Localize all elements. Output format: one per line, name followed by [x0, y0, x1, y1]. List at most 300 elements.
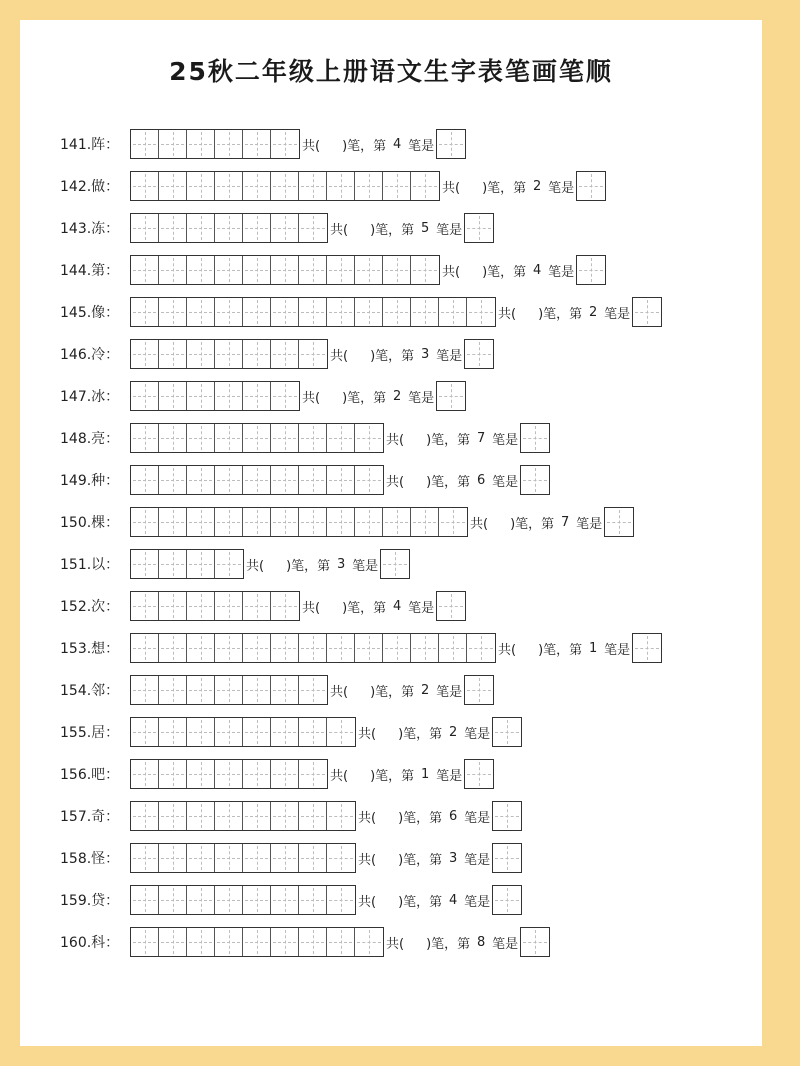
- writing-cell[interactable]: [411, 172, 439, 200]
- stroke-question: [330, 765, 462, 784]
- total-suffix: )笔，第: [370, 222, 415, 238]
- writing-cell[interactable]: [411, 298, 439, 326]
- answer-box[interactable]: [520, 423, 550, 453]
- writing-cell[interactable]: [187, 214, 215, 242]
- writing-cell[interactable]: [131, 634, 159, 662]
- writing-cell[interactable]: [355, 508, 383, 536]
- writing-cell[interactable]: [299, 634, 327, 662]
- stroke-order-grid[interactable]: [130, 171, 440, 201]
- row-label: 152.次：: [60, 599, 120, 615]
- writing-cell[interactable]: [327, 466, 355, 494]
- total-suffix: )笔，第: [286, 558, 331, 574]
- writing-cell[interactable]: [299, 718, 327, 746]
- row-label: 159.贷：: [60, 893, 120, 909]
- stroke-number: 8: [477, 934, 486, 950]
- writing-cell[interactable]: [243, 592, 271, 620]
- stroke-order-grid[interactable]: [130, 465, 384, 495]
- writing-cell[interactable]: [243, 928, 271, 956]
- answer-box[interactable]: [576, 255, 606, 285]
- writing-cell[interactable]: [215, 130, 243, 158]
- stroke-order-grid[interactable]: [130, 255, 440, 285]
- stroke-number: 7: [477, 430, 486, 446]
- stroke-suffix: 笔是: [492, 936, 519, 952]
- row-label: 150.棵：: [60, 515, 120, 531]
- stroke-order-grid[interactable]: [130, 423, 384, 453]
- writing-cell[interactable]: [243, 382, 271, 410]
- row-label: 158.怪：: [60, 851, 120, 867]
- writing-cell[interactable]: [131, 508, 159, 536]
- row-label: 160.科：: [60, 935, 120, 951]
- writing-cell[interactable]: [159, 172, 187, 200]
- writing-cell[interactable]: [215, 550, 243, 578]
- writing-cell[interactable]: [131, 928, 159, 956]
- writing-cell[interactable]: [439, 634, 467, 662]
- writing-cell[interactable]: [299, 298, 327, 326]
- stroke-number: 6: [449, 808, 458, 824]
- stroke-number: 4: [449, 892, 458, 908]
- writing-cell[interactable]: [159, 928, 187, 956]
- writing-cell[interactable]: [243, 634, 271, 662]
- writing-cell[interactable]: [131, 214, 159, 242]
- answer-box[interactable]: [492, 843, 522, 873]
- writing-cell[interactable]: [159, 592, 187, 620]
- answer-box[interactable]: [520, 465, 550, 495]
- writing-cell[interactable]: [327, 256, 355, 284]
- writing-cell[interactable]: [243, 676, 271, 704]
- writing-cell[interactable]: [131, 718, 159, 746]
- writing-cell[interactable]: [299, 340, 327, 368]
- total-suffix: )笔，第: [342, 138, 387, 154]
- stroke-question: [302, 597, 434, 616]
- writing-cell[interactable]: [299, 928, 327, 956]
- stroke-suffix: 笔是: [436, 348, 463, 364]
- character-row: [60, 884, 522, 916]
- total-prefix: 共(: [386, 432, 405, 448]
- stroke-suffix: 笔是: [436, 768, 463, 784]
- writing-cell[interactable]: [271, 256, 299, 284]
- writing-cell[interactable]: [215, 592, 243, 620]
- writing-cell[interactable]: [187, 592, 215, 620]
- writing-cell[interactable]: [131, 802, 159, 830]
- writing-cell[interactable]: [299, 172, 327, 200]
- writing-cell[interactable]: [271, 928, 299, 956]
- writing-cell[interactable]: [187, 382, 215, 410]
- total-suffix: )笔，第: [398, 810, 443, 826]
- character-row: [60, 506, 634, 538]
- writing-cell[interactable]: [355, 256, 383, 284]
- stroke-number: 7: [561, 514, 570, 530]
- stroke-order-grid[interactable]: [130, 633, 496, 663]
- writing-cell[interactable]: [131, 844, 159, 872]
- character-row: [60, 842, 522, 874]
- writing-cell[interactable]: [187, 466, 215, 494]
- writing-cell[interactable]: [271, 508, 299, 536]
- stroke-number: 4: [393, 598, 402, 614]
- total-suffix: )笔，第: [342, 600, 387, 616]
- total-suffix: )笔，第: [426, 432, 471, 448]
- answer-box[interactable]: [436, 591, 466, 621]
- writing-cell[interactable]: [131, 298, 159, 326]
- writing-cell[interactable]: [243, 508, 271, 536]
- answer-box[interactable]: [436, 129, 466, 159]
- total-prefix: 共(: [330, 684, 349, 700]
- writing-cell[interactable]: [215, 886, 243, 914]
- writing-cell[interactable]: [131, 760, 159, 788]
- answer-box[interactable]: [492, 885, 522, 915]
- writing-cell[interactable]: [215, 340, 243, 368]
- writing-cell[interactable]: [299, 256, 327, 284]
- writing-cell[interactable]: [467, 634, 495, 662]
- writing-cell[interactable]: [187, 718, 215, 746]
- writing-cell[interactable]: [327, 802, 355, 830]
- stroke-suffix: 笔是: [492, 474, 519, 490]
- answer-box[interactable]: [576, 171, 606, 201]
- character-row: [60, 380, 466, 412]
- writing-cell[interactable]: [411, 634, 439, 662]
- stroke-number: 3: [337, 556, 346, 572]
- stroke-question: [302, 387, 434, 406]
- total-prefix: 共(: [470, 516, 489, 532]
- character-row: [60, 758, 494, 790]
- writing-cell[interactable]: [215, 760, 243, 788]
- writing-cell[interactable]: [131, 382, 159, 410]
- writing-cell[interactable]: [327, 508, 355, 536]
- total-suffix: )笔，第: [398, 852, 443, 868]
- writing-cell[interactable]: [159, 508, 187, 536]
- writing-cell[interactable]: [215, 718, 243, 746]
- writing-cell[interactable]: [327, 298, 355, 326]
- writing-cell[interactable]: [271, 340, 299, 368]
- writing-cell[interactable]: [271, 718, 299, 746]
- row-label: 149.种：: [60, 473, 120, 489]
- writing-cell[interactable]: [271, 130, 299, 158]
- total-prefix: 共(: [386, 936, 405, 952]
- writing-cell[interactable]: [159, 382, 187, 410]
- total-suffix: )笔，第: [398, 894, 443, 910]
- writing-cell[interactable]: [299, 214, 327, 242]
- writing-cell[interactable]: [299, 886, 327, 914]
- writing-cell[interactable]: [411, 256, 439, 284]
- writing-cell[interactable]: [187, 550, 215, 578]
- writing-cell[interactable]: [187, 508, 215, 536]
- row-label: 157.奇：: [60, 809, 120, 825]
- writing-cell[interactable]: [243, 172, 271, 200]
- writing-cell[interactable]: [299, 424, 327, 452]
- writing-cell[interactable]: [187, 802, 215, 830]
- writing-cell[interactable]: [187, 130, 215, 158]
- answer-box[interactable]: [604, 507, 634, 537]
- stroke-suffix: 笔是: [576, 516, 603, 532]
- writing-cell[interactable]: [327, 634, 355, 662]
- writing-cell[interactable]: [159, 634, 187, 662]
- writing-cell[interactable]: [243, 298, 271, 326]
- stroke-question: [358, 849, 490, 868]
- answer-box[interactable]: [632, 297, 662, 327]
- character-row: [60, 590, 466, 622]
- writing-cell[interactable]: [131, 676, 159, 704]
- stroke-order-grid[interactable]: [130, 339, 328, 369]
- stroke-number: 1: [421, 766, 430, 782]
- row-label: 154.邻：: [60, 683, 120, 699]
- stroke-number: 2: [533, 178, 542, 194]
- writing-cell[interactable]: [327, 928, 355, 956]
- total-prefix: 共(: [330, 222, 349, 238]
- writing-cell[interactable]: [439, 508, 467, 536]
- writing-cell[interactable]: [131, 424, 159, 452]
- character-row: [60, 338, 494, 370]
- stroke-order-grid[interactable]: [130, 759, 328, 789]
- writing-cell[interactable]: [299, 676, 327, 704]
- stroke-suffix: 笔是: [464, 810, 491, 826]
- writing-cell[interactable]: [187, 844, 215, 872]
- stroke-number: 3: [421, 346, 430, 362]
- writing-cell[interactable]: [327, 718, 355, 746]
- writing-cell[interactable]: [215, 214, 243, 242]
- character-row: [60, 464, 550, 496]
- writing-cell[interactable]: [131, 130, 159, 158]
- page-title: 25秋二年级上册语文生字表笔画笔顺: [169, 57, 613, 86]
- writing-cell[interactable]: [327, 424, 355, 452]
- stroke-suffix: 笔是: [464, 726, 491, 742]
- character-row: [60, 128, 466, 160]
- writing-cell[interactable]: [383, 508, 411, 536]
- writing-cell[interactable]: [383, 634, 411, 662]
- writing-cell[interactable]: [159, 886, 187, 914]
- writing-cell[interactable]: [215, 298, 243, 326]
- writing-cell[interactable]: [159, 340, 187, 368]
- total-suffix: )笔，第: [370, 768, 415, 784]
- writing-cell[interactable]: [159, 676, 187, 704]
- writing-cell[interactable]: [215, 466, 243, 494]
- stroke-suffix: 笔是: [548, 264, 575, 280]
- writing-cell[interactable]: [131, 340, 159, 368]
- writing-cell[interactable]: [271, 676, 299, 704]
- character-row: [60, 632, 662, 664]
- total-prefix: 共(: [330, 348, 349, 364]
- character-row: [60, 674, 494, 706]
- stroke-suffix: 笔是: [436, 222, 463, 238]
- writing-cell[interactable]: [215, 256, 243, 284]
- writing-cell[interactable]: [159, 550, 187, 578]
- character-row: [60, 548, 410, 580]
- writing-cell[interactable]: [299, 760, 327, 788]
- writing-cell[interactable]: [299, 844, 327, 872]
- total-suffix: )笔，第: [342, 390, 387, 406]
- writing-cell[interactable]: [271, 298, 299, 326]
- writing-cell[interactable]: [131, 256, 159, 284]
- writing-cell[interactable]: [383, 172, 411, 200]
- row-label: 145.像：: [60, 305, 120, 321]
- character-row: [60, 170, 606, 202]
- answer-box[interactable]: [492, 801, 522, 831]
- writing-cell[interactable]: [187, 298, 215, 326]
- writing-cell[interactable]: [383, 256, 411, 284]
- writing-cell[interactable]: [271, 760, 299, 788]
- total-suffix: )笔，第: [482, 264, 527, 280]
- writing-cell[interactable]: [299, 802, 327, 830]
- writing-cell[interactable]: [411, 508, 439, 536]
- writing-cell[interactable]: [187, 676, 215, 704]
- writing-cell[interactable]: [383, 298, 411, 326]
- character-row: [60, 800, 522, 832]
- stroke-order-grid[interactable]: [130, 507, 468, 537]
- writing-cell[interactable]: [159, 760, 187, 788]
- writing-cell[interactable]: [243, 424, 271, 452]
- writing-cell[interactable]: [467, 298, 495, 326]
- writing-cell[interactable]: [215, 676, 243, 704]
- writing-cell[interactable]: [187, 886, 215, 914]
- writing-cell[interactable]: [355, 634, 383, 662]
- total-prefix: 共(: [302, 600, 321, 616]
- writing-cell[interactable]: [243, 844, 271, 872]
- writing-cell[interactable]: [187, 634, 215, 662]
- writing-cell[interactable]: [187, 760, 215, 788]
- writing-cell[interactable]: [187, 424, 215, 452]
- stroke-question: [386, 933, 518, 952]
- writing-cell[interactable]: [159, 298, 187, 326]
- writing-cell[interactable]: [355, 172, 383, 200]
- writing-cell[interactable]: [215, 928, 243, 956]
- writing-cell[interactable]: [299, 508, 327, 536]
- character-row: [60, 254, 606, 286]
- stroke-order-grid[interactable]: [130, 675, 328, 705]
- total-suffix: )笔，第: [398, 726, 443, 742]
- stroke-order-grid[interactable]: [130, 885, 356, 915]
- writing-cell[interactable]: [159, 844, 187, 872]
- writing-cell[interactable]: [355, 466, 383, 494]
- total-prefix: 共(: [330, 768, 349, 784]
- writing-cell[interactable]: [187, 256, 215, 284]
- writing-cell[interactable]: [243, 256, 271, 284]
- writing-cell[interactable]: [243, 130, 271, 158]
- stroke-order-grid[interactable]: [130, 591, 300, 621]
- writing-cell[interactable]: [159, 466, 187, 494]
- answer-box[interactable]: [464, 759, 494, 789]
- stroke-order-grid[interactable]: [130, 129, 300, 159]
- answer-box[interactable]: [520, 927, 550, 957]
- stroke-order-grid[interactable]: [130, 297, 496, 327]
- stroke-number: 2: [449, 724, 458, 740]
- total-prefix: 共(: [246, 558, 265, 574]
- writing-cell[interactable]: [243, 886, 271, 914]
- writing-cell[interactable]: [271, 802, 299, 830]
- writing-cell[interactable]: [271, 466, 299, 494]
- writing-cell[interactable]: [271, 382, 299, 410]
- writing-cell[interactable]: [271, 844, 299, 872]
- writing-cell[interactable]: [187, 172, 215, 200]
- answer-box[interactable]: [464, 339, 494, 369]
- writing-cell[interactable]: [159, 256, 187, 284]
- writing-cell[interactable]: [271, 172, 299, 200]
- writing-cell[interactable]: [215, 382, 243, 410]
- stroke-suffix: 笔是: [408, 600, 435, 616]
- total-suffix: )笔，第: [426, 474, 471, 490]
- writing-cell[interactable]: [159, 802, 187, 830]
- total-prefix: 共(: [358, 726, 377, 742]
- writing-cell[interactable]: [439, 298, 467, 326]
- answer-box[interactable]: [464, 675, 494, 705]
- stroke-suffix: 笔是: [352, 558, 379, 574]
- character-row: [60, 212, 494, 244]
- stroke-order-grid[interactable]: [130, 213, 328, 243]
- stroke-question: [246, 555, 378, 574]
- total-prefix: 共(: [442, 180, 461, 196]
- writing-cell[interactable]: [355, 424, 383, 452]
- writing-cell[interactable]: [243, 466, 271, 494]
- stroke-order-grid[interactable]: [130, 717, 356, 747]
- writing-cell[interactable]: [159, 718, 187, 746]
- writing-cell[interactable]: [187, 340, 215, 368]
- writing-cell[interactable]: [243, 718, 271, 746]
- writing-cell[interactable]: [131, 172, 159, 200]
- writing-cell[interactable]: [355, 298, 383, 326]
- writing-cell[interactable]: [243, 802, 271, 830]
- total-suffix: )笔，第: [538, 306, 583, 322]
- writing-cell[interactable]: [215, 424, 243, 452]
- writing-cell[interactable]: [271, 424, 299, 452]
- writing-cell[interactable]: [327, 844, 355, 872]
- stroke-order-grid[interactable]: [130, 927, 384, 957]
- answer-box[interactable]: [464, 213, 494, 243]
- answer-box[interactable]: [492, 717, 522, 747]
- stroke-number: 2: [589, 304, 598, 320]
- writing-cell[interactable]: [159, 424, 187, 452]
- writing-cell[interactable]: [271, 886, 299, 914]
- writing-cell[interactable]: [215, 802, 243, 830]
- writing-cell[interactable]: [159, 130, 187, 158]
- row-label: 148.亮：: [60, 431, 120, 447]
- stroke-order-grid[interactable]: [130, 381, 300, 411]
- writing-cell[interactable]: [159, 214, 187, 242]
- stroke-order-grid[interactable]: [130, 549, 244, 579]
- writing-cell[interactable]: [131, 886, 159, 914]
- writing-cell[interactable]: [271, 634, 299, 662]
- answer-box[interactable]: [632, 633, 662, 663]
- writing-cell[interactable]: [187, 928, 215, 956]
- answer-box[interactable]: [380, 549, 410, 579]
- stroke-suffix: 笔是: [436, 684, 463, 700]
- writing-cell[interactable]: [243, 214, 271, 242]
- writing-cell[interactable]: [327, 172, 355, 200]
- total-prefix: 共(: [358, 894, 377, 910]
- row-label: 156.吧：: [60, 767, 120, 783]
- total-prefix: 共(: [498, 642, 517, 658]
- answer-box[interactable]: [436, 381, 466, 411]
- writing-cell[interactable]: [131, 592, 159, 620]
- stroke-question: [358, 723, 490, 742]
- writing-cell[interactable]: [271, 214, 299, 242]
- writing-cell[interactable]: [215, 172, 243, 200]
- writing-cell[interactable]: [243, 760, 271, 788]
- writing-cell[interactable]: [131, 550, 159, 578]
- writing-cell[interactable]: [327, 886, 355, 914]
- writing-cell[interactable]: [215, 508, 243, 536]
- stroke-order-grid[interactable]: [130, 801, 356, 831]
- writing-cell[interactable]: [215, 844, 243, 872]
- stroke-number: 4: [533, 262, 542, 278]
- writing-cell[interactable]: [299, 466, 327, 494]
- character-row: [60, 422, 550, 454]
- total-prefix: 共(: [302, 390, 321, 406]
- writing-cell[interactable]: [355, 928, 383, 956]
- writing-cell[interactable]: [243, 340, 271, 368]
- total-prefix: 共(: [302, 138, 321, 154]
- writing-cell[interactable]: [131, 466, 159, 494]
- stroke-order-grid[interactable]: [130, 843, 356, 873]
- writing-cell[interactable]: [215, 634, 243, 662]
- writing-cell[interactable]: [271, 592, 299, 620]
- stroke-number: 2: [421, 682, 430, 698]
